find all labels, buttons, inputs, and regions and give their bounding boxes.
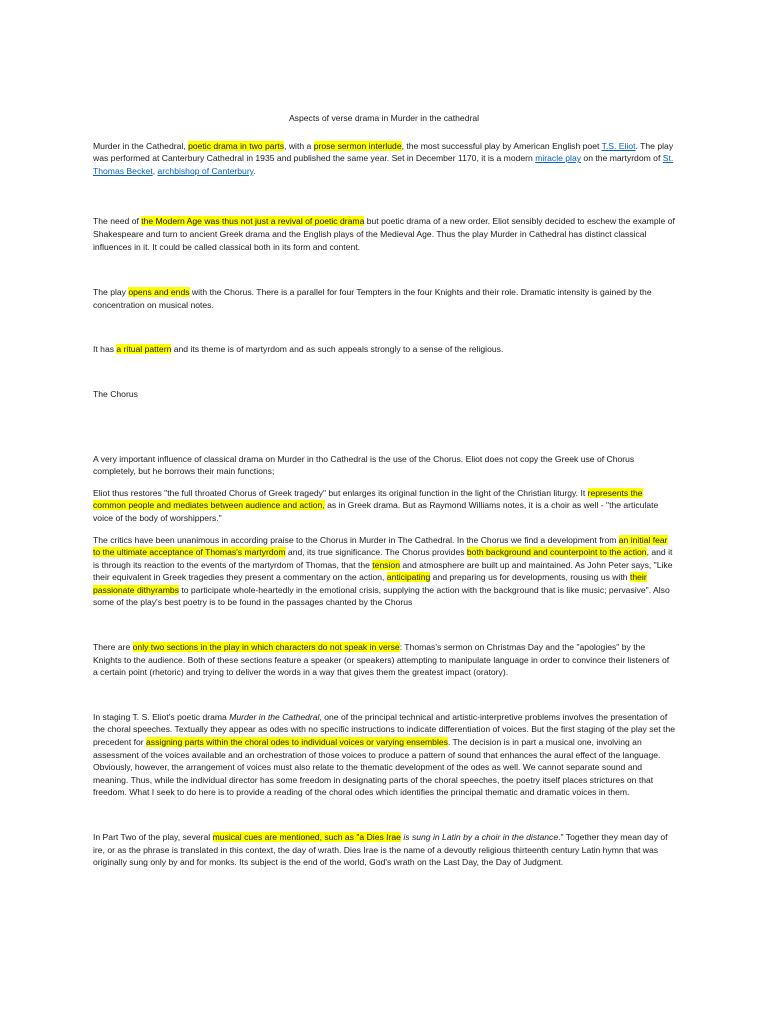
highlight-common-people: represents the common people and mediates between audience and action, [93, 487, 643, 511]
highlight-background-counterpoint: both background and counterpoint to the action [466, 547, 647, 558]
paragraph-opens-and-ends: The play opens and ends with the Chorus. There is a parallel for four Tempters in the four Knights and their role. Dramatic intensity is gained by the concentration on musical notes. [93, 287, 652, 310]
document-page [93, 112, 675, 869]
link-archbishop-of-canterbury[interactable]: archbishop of Canterbury [157, 165, 254, 176]
paragraph-critics-praise: The critics have been unanimous in according praise to the Chorus in Murder in The Cathedral. In the Chorus we find a development from an initial fear to the ultimate acceptance of Thomas's martyrdom and, its true significance. The Chorus provides both background and counterpoint to the action, and it is through its reaction to the events of the martyrdom of Thomas, that the tension and atmosphere are built up and maintained. As John Peter says, "Like their equivalent in Greek tragedies they present a commentary on the action, anticipating and preparing us for developments, rousing us with their passionate dithyrambs to participate whole-heartedly in the emotional crisis, supplying the action with the background that is like music; pervasive". Also some of the play's best poetry is to be found in the passages chanted by the Chorus [93, 534, 673, 608]
highlight-musical-cues: musical cues are mentioned, such as "a Dies Irae [212, 832, 401, 842]
paragraph-staging: In staging T. S. Eliot's poetic drama Murder in the Cathedral, one of the principal technical and artistic-interpretive problems involves the presentation of the choral speeches. Textually they appear as odes with no specific instructions to indicate differentiation of voices. But the first staging of the play set the precedent for assigning parts within the choral odes to individual voices or varying ensembles. The decision is in part a musical one, involving an assessment of the voices available and an orchestration of those voices to produce a pattern of sound that enhances the aural effect of the language. Obviously, however, the arrangement of voices must also relate to the thematic development of the odes as well. We cannot separate sound and meaning. Thus, while the individual director has some freedom in designating parts of the choral speeches, the poetry itself places strictures on that freedom. What I seek to do here is to provide a reading of the choral odes which identifies the principal thematic and dramatic voices in them. [93, 711, 676, 798]
highlight-opens-and-ends: opens and ends [128, 287, 190, 298]
document-title: Aspects of verse drama in Murder in the cathedral [288, 113, 480, 123]
highlight-dithyrambs: their passionate dithyrambs [93, 572, 647, 595]
highlight-tension: tension [372, 559, 400, 570]
heading-the-chorus: The Chorus [93, 388, 138, 399]
link-miracle-play[interactable]: miracle play [535, 153, 582, 164]
paragraph-dies-irae: In Part Two of the play, several musical cues are mentioned, such as "a Dies Irae is sung in Latin by a choir in the distance." Together they mean day of ire, or as the phrase is translated in this context, the day of wrath. Dies Irae is the name of a devoutly religious thirteenth century Latin hymn that was originally sung only by and for monks. Its subject is the end of the world, God's wrath on the Last Day, the Day of Judgment. [93, 832, 668, 868]
highlight-prose-sermon: prose sermon interlude [313, 140, 402, 151]
italic-sung-in-latin: is sung in Latin by a choir in the distance [400, 832, 559, 842]
highlight-assigning-parts: assigning parts within the choral odes to individual voices or varying ensembles [146, 737, 448, 748]
paragraph-modern-age: The need of the Modern Age was thus not just a revival of poetic drama but poetic drama of a new order. Eliot sensibly decided to eschew the example of Shakespeare and turn to ancient Greek drama and the English plays of the Medieval Age. Thus the play Murder in Cathedral has distinct classical influences in it. It could be called classical both in its form and content. [93, 216, 675, 252]
highlight-ritual-pattern: a ritual pattern [116, 344, 172, 355]
paragraph-full-throated-chorus: Eliot thus restores "the full throated Chorus of Greek tragedy" but enlarges its original function in the light of the Christian liturgy. It represents the common people and mediates between audience and action, as in Greek drama. But as Raymond Williams notes, it is a choir as well - "the articulate voice of the body of worshippers." [93, 487, 659, 523]
italic-murder-in-the-cathedral: Murder in the Cathedral [229, 711, 320, 722]
paragraph-intro: Murder in the Cathedral, poetic drama in two parts, with a prose sermon interlude, the most successful play by American English poet T.S. Eliot. The play was performed at Canterbury Cathedral in 1935 and published the same year. Set in December 1170, it is a modern miracle play on the martyrdom of St. Thomas Becket, archbishop of Canterbury. [93, 140, 674, 176]
paragraph-verse-sections: There are only two sections in the play in which characters do not speak in verse: Thomas's sermon on Christmas Day and the "apologies" by the Knights to the audience. Both of these sections feature a speaker (or speakers) attempting to manipulate language in order to convince their listeners of a certain point (rhetoric) and trying to deliver the words in a way that gives them the greatest impact (oratory). [93, 642, 670, 678]
paragraph-classical-influence: A very important influence of classical drama on Murder in tho Cathedral is the use of the Chorus. Eliot does not copy the Greek use of Chorus completely, but he borrows their main functions; [93, 453, 635, 477]
highlight-two-sections: only two sections in the play in which characters do not speak in verse [132, 642, 400, 653]
link-thomas-becket[interactable]: St. Thomas Becket [93, 153, 674, 176]
highlight-initial-fear: an initial fear to the ultimate acceptance of Thomas's martyrdom [93, 534, 668, 558]
highlight-poetic-drama: poetic drama in two parts [188, 140, 285, 151]
link-ts-eliot[interactable]: T.S. Eliot [601, 140, 636, 151]
highlight-anticipating: anticipating [386, 572, 431, 583]
highlight-modern-age: the Modern Age was thus not just a revival of poetic drama [141, 216, 365, 227]
paragraph-ritual-pattern: It has a ritual pattern and its theme is of martyrdom and as such appeals strongly to a sense of the religious. [93, 344, 504, 355]
